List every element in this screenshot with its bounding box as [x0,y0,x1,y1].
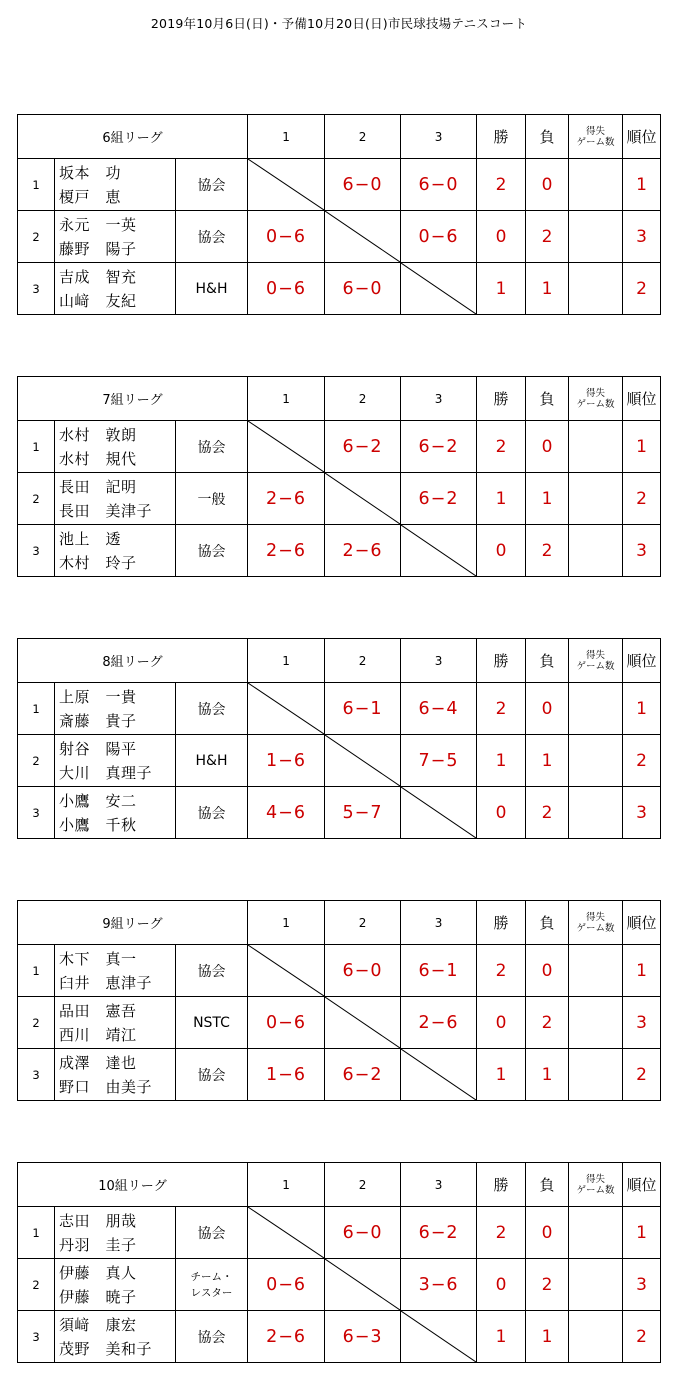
player-name: 木村 玲子 [59,553,137,572]
pair-names [55,735,176,787]
player-name: 長田 美津子 [59,501,153,520]
player-row [18,1259,661,1311]
games-diff-header-top: 得失 [586,1173,606,1185]
player-row [18,1207,661,1259]
pair-names [55,1259,176,1311]
games-diff-header-top: 得失 [586,649,606,661]
column-3-header: 3 [401,115,477,159]
player-row [18,945,661,997]
match-score: 6−0 [325,159,401,211]
loss-header: 負 [526,639,569,683]
pair-names [55,159,176,211]
self-match-cell [325,735,401,787]
player-name: 永元 一英 [59,215,137,234]
games-diff-header-bottom: ゲーム数 [576,660,615,672]
games-diff [569,997,623,1049]
club-name: 協会 [176,525,248,577]
rank-value: 3 [623,211,661,263]
pair-names [55,421,176,473]
match-score: 6−1 [401,945,477,997]
pair-number: 2 [18,211,55,263]
player-name: 伊藤 暁子 [59,1287,137,1306]
diagonal-line [325,473,400,524]
loss-header: 負 [526,901,569,945]
rank-value: 3 [623,1259,661,1311]
player-name: 藤野 陽子 [59,239,137,258]
rank-value: 1 [623,159,661,211]
losses-count: 2 [526,211,569,263]
player-row [18,525,661,577]
self-match-cell [325,1259,401,1311]
club-name-line: チーム・ [190,1270,233,1283]
club-name: 協会 [176,1207,248,1259]
column-1-header: 1 [248,115,325,159]
match-score: 7−5 [401,735,477,787]
column-2-header: 2 [325,639,401,683]
match-score: 6−0 [325,945,401,997]
rank-value: 2 [623,1311,661,1363]
club-name: 協会 [176,159,248,211]
club-name-line: レスター [190,1286,233,1299]
pair-number: 1 [18,945,55,997]
pair-number: 2 [18,1259,55,1311]
pair-number: 3 [18,787,55,839]
player-name: 山﨑 友紀 [59,291,137,310]
games-diff-header-bottom: ゲーム数 [576,398,615,410]
win-header: 勝 [477,1163,526,1207]
player-row [18,473,661,525]
losses-count: 2 [526,1259,569,1311]
column-3-header: 3 [401,901,477,945]
player-name: 吉成 智充 [59,267,137,286]
league-header-row [18,639,661,683]
diagonal-line [248,421,324,472]
wins-count: 1 [477,1049,526,1101]
match-score: 6−2 [401,473,477,525]
column-3-header: 3 [401,377,477,421]
match-score: 1−6 [248,735,325,787]
pair-number: 3 [18,1311,55,1363]
player-row [18,1311,661,1363]
player-row [18,735,661,787]
player-row [18,263,661,315]
pair-number: 3 [18,263,55,315]
league-name: 10組リーグ [18,1163,248,1207]
club-name: 協会 [176,1049,248,1101]
wins-count: 1 [477,735,526,787]
player-name: 水村 敦朗 [59,425,137,444]
league-table [17,114,661,315]
player-name: 丹羽 圭子 [59,1235,137,1254]
win-header: 勝 [477,639,526,683]
pair-number: 1 [18,683,55,735]
player-name: 射谷 陽平 [59,739,137,758]
player-row [18,211,661,263]
match-score: 6−4 [401,683,477,735]
player-name: 木下 真一 [59,949,137,968]
pair-names [55,683,176,735]
player-row [18,787,661,839]
column-1-header: 1 [248,1163,325,1207]
player-name: 斎藤 貴子 [59,711,137,730]
match-score: 0−6 [248,263,325,315]
player-name: 池上 透 [59,529,122,548]
games-diff-header-bottom: ゲーム数 [576,136,615,148]
match-score: 1−6 [248,1049,325,1101]
player-name: 長田 記明 [59,477,137,496]
club-name: 協会 [176,1311,248,1363]
league-header-row [18,1163,661,1207]
player-name: 志田 朋哉 [59,1211,137,1230]
self-match-cell [401,1049,477,1101]
rank-header: 順位 [623,377,661,421]
win-header: 勝 [477,901,526,945]
losses-count: 0 [526,945,569,997]
match-score: 6−2 [401,421,477,473]
games-diff-header-top: 得失 [586,125,606,137]
rank-header: 順位 [623,901,661,945]
player-name: 水村 規代 [59,449,137,468]
pair-number: 2 [18,997,55,1049]
column-1-header: 1 [248,639,325,683]
player-name: 小鷹 安二 [59,791,137,810]
self-match-cell [401,525,477,577]
match-score: 6−0 [325,1207,401,1259]
self-match-cell [248,159,325,211]
losses-count: 0 [526,159,569,211]
games-diff [569,525,623,577]
rank-value: 3 [623,997,661,1049]
diagonal-line [325,1259,400,1310]
losses-count: 1 [526,263,569,315]
games-diff-header-bottom: ゲーム数 [576,1184,615,1196]
league-header-row [18,115,661,159]
loss-header: 負 [526,377,569,421]
wins-count: 2 [477,159,526,211]
games-diff [569,1207,623,1259]
player-name: 大川 真理子 [59,763,153,782]
wins-count: 2 [477,421,526,473]
pair-number: 1 [18,1207,55,1259]
diagonal-line [401,525,476,576]
player-name: 榎戸 恵 [59,187,122,206]
league-table [17,638,661,839]
diagonal-line [401,1049,476,1100]
player-name: 成澤 達也 [59,1053,137,1072]
player-name: 西川 靖江 [59,1025,137,1044]
games-diff [569,473,623,525]
diagonal-line [248,945,324,996]
wins-count: 1 [477,473,526,525]
games-diff [569,211,623,263]
wins-count: 0 [477,211,526,263]
rank-value: 1 [623,683,661,735]
losses-count: 1 [526,1049,569,1101]
games-diff-header-top: 得失 [586,387,606,399]
wins-count: 1 [477,1311,526,1363]
pair-names [55,787,176,839]
player-row [18,997,661,1049]
match-score: 5−7 [325,787,401,839]
games-diff-header [569,115,623,159]
league-name: 6組リーグ [18,115,248,159]
games-diff [569,1259,623,1311]
match-score: 2−6 [325,525,401,577]
column-3-header: 3 [401,1163,477,1207]
column-2-header: 2 [325,377,401,421]
rank-value: 1 [623,945,661,997]
diagonal-line [325,997,400,1048]
wins-count: 2 [477,683,526,735]
games-diff-header [569,901,623,945]
rank-value: 1 [623,1207,661,1259]
match-score: 2−6 [248,473,325,525]
wins-count: 1 [477,263,526,315]
rank-value: 1 [623,421,661,473]
losses-count: 0 [526,683,569,735]
player-row [18,683,661,735]
wins-count: 0 [477,787,526,839]
rank-value: 3 [623,787,661,839]
pair-names [55,1049,176,1101]
losses-count: 2 [526,997,569,1049]
win-header: 勝 [477,115,526,159]
league-table [17,376,661,577]
losses-count: 1 [526,1311,569,1363]
wins-count: 0 [477,1259,526,1311]
club-name: H&H [176,263,248,315]
losses-count: 1 [526,473,569,525]
loss-header: 負 [526,1163,569,1207]
pair-number: 3 [18,1049,55,1101]
page-header: 2019年10月6日(日)・予備10月20日(日)市民球技場テニスコート [150,16,528,31]
rank-value: 2 [623,735,661,787]
match-score: 3−6 [401,1259,477,1311]
pair-names [55,1311,176,1363]
self-match-cell [248,421,325,473]
pair-number: 2 [18,473,55,525]
club-name: 協会 [176,945,248,997]
self-match-cell [401,263,477,315]
player-name: 上原 一貴 [59,687,137,706]
match-score: 0−6 [248,997,325,1049]
games-diff-header [569,377,623,421]
games-diff [569,735,623,787]
pair-names [55,211,176,263]
wins-count: 2 [477,945,526,997]
league-header-row [18,377,661,421]
player-row [18,1049,661,1101]
column-3-header: 3 [401,639,477,683]
wins-count: 0 [477,997,526,1049]
league-table [17,900,661,1101]
games-diff [569,683,623,735]
club-name [176,1259,248,1311]
player-name: 坂本 功 [59,163,122,182]
games-diff-header [569,639,623,683]
games-diff-header [569,1163,623,1207]
losses-count: 0 [526,1207,569,1259]
column-2-header: 2 [325,901,401,945]
rank-header: 順位 [623,639,661,683]
diagonal-line [401,787,476,838]
diagonal-line [325,211,400,262]
losses-count: 2 [526,787,569,839]
games-diff [569,1049,623,1101]
rank-value: 3 [623,525,661,577]
rank-value: 2 [623,263,661,315]
pair-number: 3 [18,525,55,577]
column-1-header: 1 [248,377,325,421]
match-score: 2−6 [248,525,325,577]
pair-names [55,997,176,1049]
self-match-cell [248,1207,325,1259]
games-diff-header-top: 得失 [586,911,606,923]
loss-header: 負 [526,115,569,159]
self-match-cell [248,945,325,997]
losses-count: 2 [526,525,569,577]
wins-count: 0 [477,525,526,577]
games-diff [569,421,623,473]
column-2-header: 2 [325,115,401,159]
pair-names [55,945,176,997]
match-score: 0−6 [248,211,325,263]
diagonal-line [248,159,324,210]
player-name: 小鷹 千秋 [59,815,137,834]
league-name: 7組リーグ [18,377,248,421]
rank-value: 2 [623,1049,661,1101]
column-1-header: 1 [248,901,325,945]
rank-header: 順位 [623,1163,661,1207]
player-name: 茂野 美和子 [59,1339,153,1358]
wins-count: 2 [477,1207,526,1259]
match-score: 6−0 [401,159,477,211]
club-name: 協会 [176,787,248,839]
diagonal-line [248,683,324,734]
pair-names [55,525,176,577]
player-name: 品田 憲吾 [59,1001,137,1020]
player-row [18,421,661,473]
self-match-cell [325,473,401,525]
games-diff [569,1311,623,1363]
diagonal-line [401,263,476,314]
pair-number: 1 [18,159,55,211]
diagonal-line [401,1311,476,1362]
diagonal-line [325,735,400,786]
games-diff [569,945,623,997]
losses-count: 1 [526,735,569,787]
self-match-cell [248,683,325,735]
club-name: 一般 [176,473,248,525]
self-match-cell [401,787,477,839]
match-score: 6−2 [401,1207,477,1259]
match-score: 6−0 [325,263,401,315]
player-name: 須﨑 康宏 [59,1315,137,1334]
pair-number: 2 [18,735,55,787]
club-name: 協会 [176,211,248,263]
league-name: 8組リーグ [18,639,248,683]
player-row [18,159,661,211]
match-score: 0−6 [401,211,477,263]
games-diff-header-bottom: ゲーム数 [576,922,615,934]
league-name: 9組リーグ [18,901,248,945]
games-diff [569,263,623,315]
rank-header: 順位 [623,115,661,159]
league-header-row [18,901,661,945]
match-score: 0−6 [248,1259,325,1311]
club-name: H&H [176,735,248,787]
pair-number: 1 [18,421,55,473]
match-score: 6−2 [325,421,401,473]
match-score: 6−3 [325,1311,401,1363]
games-diff [569,787,623,839]
games-diff [569,159,623,211]
pair-names [55,473,176,525]
player-name: 伊藤 真人 [59,1263,137,1282]
club-name: 協会 [176,683,248,735]
rank-value: 2 [623,473,661,525]
column-2-header: 2 [325,1163,401,1207]
win-header: 勝 [477,377,526,421]
self-match-cell [401,1311,477,1363]
match-score: 2−6 [401,997,477,1049]
club-name: NSTC [176,997,248,1049]
diagonal-line [248,1207,324,1258]
match-score: 6−1 [325,683,401,735]
match-score: 2−6 [248,1311,325,1363]
pair-names [55,1207,176,1259]
player-name: 臼井 恵津子 [59,973,153,992]
match-score: 6−2 [325,1049,401,1101]
self-match-cell [325,211,401,263]
league-table [17,1162,661,1363]
player-name: 野口 由美子 [59,1077,153,1096]
losses-count: 0 [526,421,569,473]
match-score: 4−6 [248,787,325,839]
club-name: 協会 [176,421,248,473]
pair-names [55,263,176,315]
self-match-cell [325,997,401,1049]
